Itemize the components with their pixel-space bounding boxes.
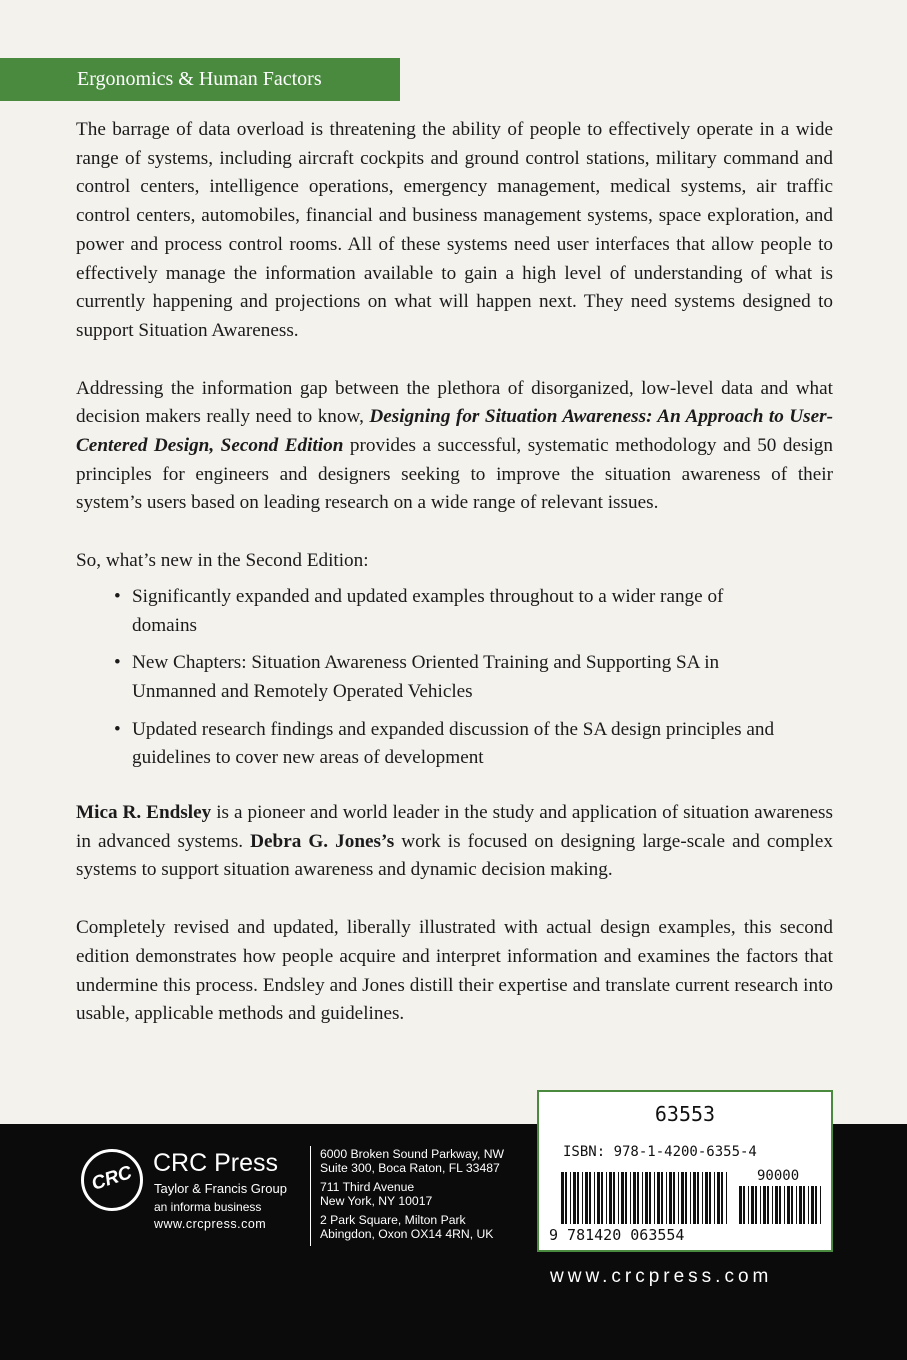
intro-paragraph: The barrage of data overload is threatening the ability of people to effectively operate in a wide range of systems, including aircraft cockpits and ground control stations, military command and control centers, intelligence operations, emergency management, medical systems, air traffic control centers, automobiles, financial and business management systems, space exploration, and power and process control rooms. All of these systems need user interfaces that allow people to effectively manage the information available to gain a high level of understanding of what is currently happening and projections on what will happen next. They need systems designed to support Situation Awareness. [76,119,833,341]
barcode-bar [606,1172,607,1224]
publisher-informa: an informa business [154,1200,262,1214]
barcode-bar [717,1172,720,1224]
barcode-bar [678,1172,679,1224]
barcode-bar [820,1186,821,1224]
barcode-bar [618,1172,619,1224]
publisher-name: CRC Press [153,1149,279,1177]
isbn-number: ISBN: 978-1-4200-6355-4 [563,1144,757,1160]
barcode-bar [577,1172,579,1224]
list-item: • Significantly expanded and updated examples throughout to a wider range of domains [132,583,792,640]
barcode-bar [772,1186,773,1224]
barcode-bar [808,1186,809,1224]
addon-bars [739,1186,821,1224]
barcode-bar [666,1172,667,1224]
whats-new-heading: So, what’s new in the Second Edition: [76,550,369,572]
barcode-bar [760,1186,761,1224]
barcode-bar [685,1172,687,1224]
barcode-bar [815,1186,817,1224]
barcode-bar [743,1186,745,1224]
price-code: 63553 [654,1102,716,1126]
barcode-bar [561,1172,564,1224]
ean-digits: 9 781420 063554 [549,1226,685,1244]
barcode-bar [657,1172,660,1224]
barcode-bar [791,1186,793,1224]
publisher-addresses [320,1147,504,1246]
barcode-graphic [539,1092,831,1250]
barcode-bar [796,1186,797,1224]
barcode-bar [690,1172,691,1224]
barcode-bar [570,1172,571,1224]
barcode-bar [649,1172,651,1224]
authors-paragraph: Mica R. Endsley is a pioneer and world leader in the study and application of situation awareness in advanced systems. Debra G. Jones’s work is focused on designing large-scale and complex systems to support situation awareness and dynamic decision making. [76,802,833,881]
crc-logo-icon: CRC [81,1149,143,1211]
barcode-bar [748,1186,749,1224]
barcode-bar [601,1172,603,1224]
barcode-bar [799,1186,802,1224]
list-item: • New Chapters: Situation Awareness Oriented Training and Supporting SA in Unmanned and Remotely Operated Vehicles [132,649,792,706]
barcode-bar [775,1186,778,1224]
barcode-bar [565,1172,567,1224]
barcode-bar [669,1172,672,1224]
author-name: Mica R. Endsley [76,802,212,824]
barcode-bar [714,1172,715,1224]
address-block: 6000 Broken Sound Parkway, NW Suite 300, Boca Raton, FL 33487 [320,1147,505,1175]
list-item: • Updated research findings and expanded discussion of the SA design principles and guidelines to cover new areas of development [132,716,833,773]
barcode-bar [726,1172,727,1224]
barcode-bar [697,1172,699,1224]
barcode-bar [589,1172,591,1224]
barcode-bar [803,1186,805,1224]
publisher-url: www.crcpress.com [154,1217,267,1231]
closing-paragraph: Completely revised and updated, liberally illustrated with actual design examples, this second edition demonstrates how people acquire and interpret information and examines the factors that undermine this process. Endsley and Jones distill their expertise and translate current research into usable, applicable methods and guidelines. [76,917,833,1025]
barcode-bar [625,1172,627,1224]
barcode-bar [755,1186,757,1224]
barcode-bar [693,1172,696,1224]
barcode-bar [673,1172,675,1224]
barcode-bar [721,1172,723,1224]
back-cover-text [76,116,833,1058]
barcode-bar [767,1186,769,1224]
barcode-bar [582,1172,583,1224]
barcode-bar [637,1172,639,1224]
addon-code: 90000 [757,1168,800,1184]
barcode-bar [613,1172,615,1224]
barcode-bar [609,1172,612,1224]
barcode-bar [633,1172,636,1224]
category-label: Ergonomics & Human Factors [77,68,322,90]
publisher-group: Taylor & Francis Group [154,1181,287,1196]
author-name: Debra G. Jones’s [250,830,395,852]
description-paragraph: Addressing the information gap between the plethora of disorganized, low-level data and what decision makers really need to know, Designing for Situation Awareness: An Approach to User-Centered Design, Second Edition provides a successful, systematic methodology and 50 design principles for engineers and designers seeking to improve the situation awareness of their system’s users based on leading research on a wide range of relevant issues. [76,377,833,514]
book-title: Designing for Situation Awareness: An Approach to User-Centered Design, Second Edition [76,406,833,457]
barcode-bar [779,1186,781,1224]
barcode-bar [681,1172,684,1224]
barcode-bar [763,1186,766,1224]
barcode-bar [645,1172,648,1224]
barcode-bar [597,1172,600,1224]
barcode-bar [709,1172,711,1224]
barcode-bar [739,1186,742,1224]
barcode-bar [594,1172,595,1224]
barcode-bar [751,1186,754,1224]
barcode-bar [621,1172,624,1224]
barcode-bar [784,1186,785,1224]
barcode-bar [642,1172,643,1224]
barcode-bar [811,1186,814,1224]
barcode-bar [705,1172,708,1224]
address-block: 2 Park Square, Milton Park Abingdon, Oxon OX14 4RN, UK [320,1213,494,1241]
barcode-bar [787,1186,790,1224]
footer-url: www.crcpress.com [550,1266,773,1287]
barcode-bar [654,1172,655,1224]
ean-bars [561,1172,727,1224]
barcode-bar [702,1172,703,1224]
barcode-bar [573,1172,576,1224]
whats-new-list [76,583,792,773]
footer-divider [310,1146,311,1246]
address-block: 711 Third Avenue New York, NY 10017 [320,1180,433,1208]
category-banner [0,58,400,101]
barcode-bar [661,1172,663,1224]
barcode-bar [585,1172,588,1224]
barcode-bar [630,1172,631,1224]
barcode-box [537,1090,833,1252]
